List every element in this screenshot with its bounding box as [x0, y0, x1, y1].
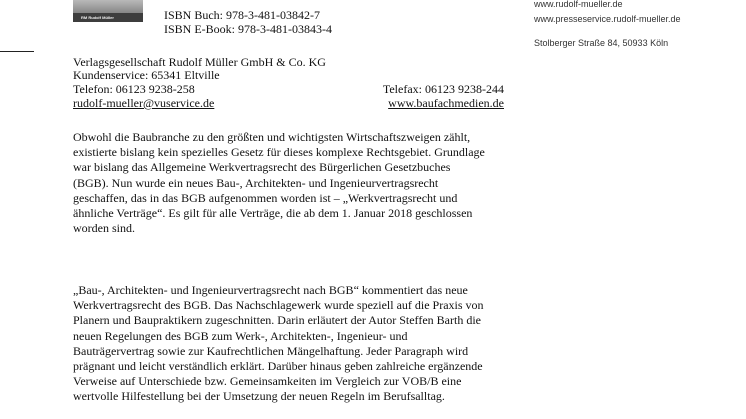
website-link[interactable]: www.rudolf-mueller.de: [534, 0, 623, 9]
text-line: Werkvertragsrecht des BGB. Das Nachschlagewerk wurde speziell auf die Praxis von: [73, 298, 484, 313]
text-line: war bislang das Allgemeine Werkvertragsrecht des Bürgerlichen Gesetzbuches: [73, 160, 451, 175]
email-link[interactable]: rudolf-mueller@vuservice.de: [73, 96, 215, 110]
publisher-email[interactable]: [73, 97, 214, 109]
publisher-fax: Telefax: 06123 9238-244: [382, 82, 504, 96]
text-line: existierte bislang kein spezielles Gesetz für dieses komplexe Rechtsgebiet. Grundlage: [73, 145, 485, 160]
text-line: worden sind.: [73, 221, 135, 236]
text-line: geschaffen, das in das BGB aufgenommen worden ist – „Werkvertragsrecht und: [73, 190, 458, 205]
text-line: „Bau-, Architekten- und Ingenieurvertragsrecht nach BGB“ kommentiert das neue: [73, 283, 468, 297]
paragraph-description: [73, 283, 513, 405]
paragraph-intro: [73, 130, 513, 236]
sidebar-website[interactable]: [534, 0, 623, 9]
text-line: ähnliche Verträge“. Es gilt für alle Verträge, die ab dem 1. Januar 2018 geschlossen: [73, 206, 473, 221]
publisher-web[interactable]: [388, 97, 504, 109]
text-line: (BGB). Nun wurde ein neues Bau-, Architekten- und Ingenieurvertragsrecht: [73, 175, 439, 190]
text-line: Obwohl die Baubranche zu den größten und wichtigsten Wirtschaftszweigen zählt,: [73, 130, 471, 144]
press-website-link[interactable]: www.presseservice.rudolf-mueller.de: [534, 14, 681, 24]
sidebar-address: Stolberger Straße 84, 50933 Köln: [534, 38, 669, 48]
divider-line: [0, 51, 34, 52]
customer-service: Kundenservice: 65341 Eltville: [73, 68, 220, 82]
text-line: prägnant und leicht verständlich erklärt. Darüber hinaus geben zahlreiche ergänzende: [73, 359, 483, 374]
text-line: wertvolle Hilfestellung bei der Umsetzung der neuen Regeln im Berufsalltag.: [73, 389, 445, 404]
publisher-phone: Telefon: 06123 9238-258: [73, 82, 195, 96]
text-line: Bauträgervertrag sowie zur Kaufrechtlichen Mängelhaftung. Jeder Paragraph wird: [73, 343, 469, 358]
sidebar-press-website[interactable]: [534, 14, 681, 24]
publisher-logo: RM Rudolf Müller: [81, 15, 114, 20]
text-line: Verweise auf Unterschiede bzw. Gemeinsamkeiten im Vergleich zur VOB/B eine: [73, 374, 462, 389]
isbn-ebook: ISBN E-Book: 978-3-481-03843-4: [164, 22, 332, 36]
web-link[interactable]: www.baufachmedien.de: [388, 96, 504, 110]
book-cover-thumbnail: [73, 0, 143, 22]
text-line: Planern und Baupraktikern zugeschnitten. Darin erläutert der Autor Steffen Barth die: [73, 313, 481, 328]
publisher-name: Verlagsgesellschaft Rudolf Müller GmbH & Co. KG: [73, 55, 326, 69]
isbn-print: ISBN Buch: 978-3-481-03842-7: [164, 8, 320, 22]
text-line: neuen Regelungen des BGB zum Werk-, Architekten-, Ingenieur- und: [73, 328, 408, 343]
